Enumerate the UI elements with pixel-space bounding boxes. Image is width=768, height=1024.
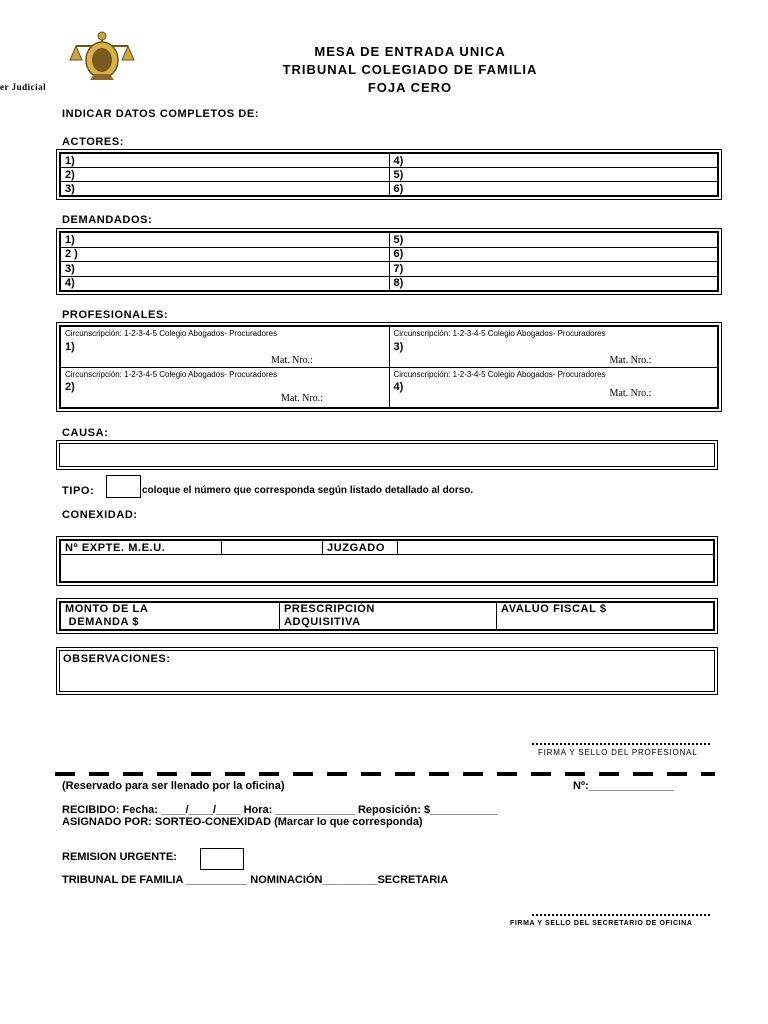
remision-checkbox[interactable] [200, 848, 244, 870]
profesionales-table [56, 322, 722, 412]
causa-field[interactable] [56, 440, 718, 470]
matricula-label: Mat. Nro.: [271, 355, 313, 366]
tipo-input-box[interactable] [106, 475, 141, 498]
instructions-title: INDICAR DATOS COMPLETOS DE: [62, 108, 260, 120]
demandado-field[interactable]: 4) [61, 276, 390, 291]
profesionales-title: PROFESIONALES: [62, 309, 169, 321]
actor-field[interactable]: 2) [61, 168, 390, 182]
recibido-line[interactable]: RECIBIDO: Fecha: ____/____/____ Hora: _____________ Reposición: $___________ [62, 804, 498, 816]
monto-label-1: MONTO DE LA [65, 603, 149, 615]
firma-profesional-label: FIRMA Y SELLO DEL PROFESIONAL [538, 748, 698, 757]
actor-field[interactable]: 4) [389, 154, 718, 168]
demandado-field[interactable]: 7) [389, 262, 718, 277]
avaluo-cell[interactable] [497, 603, 714, 630]
prescripcion-cell[interactable] [280, 603, 497, 630]
profesional-cell[interactable] [389, 368, 718, 408]
demandados-title: DEMANDADOS: [62, 214, 153, 226]
tipo-instruction: coloque el número que corresponda según listado detallado al dorso. [142, 485, 474, 496]
demandado-field[interactable]: 3) [61, 262, 390, 277]
circunscripcion-text: Circunscripción: 1-2-3-4-5 Colegio Abogados- Procuradores [65, 370, 278, 380]
numero-field[interactable]: Nº:______________ [573, 780, 675, 792]
conexidad-detail-field[interactable] [61, 555, 714, 582]
prescripcion-label-1: PRESCRIPCIÓN [284, 603, 375, 615]
tribunal-line[interactable]: TRIBUNAL DE FAMILIA __________ NOMINACIÓN_________SECRETARIA [62, 874, 449, 886]
profesional-cell[interactable] [389, 327, 718, 368]
firma-secretario-line [532, 914, 710, 916]
remision-label: REMISION URGENTE: [62, 851, 177, 863]
reservado-text: (Reservado para ser llenado por la oficina) [62, 780, 285, 792]
profesional-number: 3) [393, 341, 404, 353]
juzgado-field[interactable] [398, 541, 714, 555]
matricula-label: Mat. Nro.: [609, 388, 652, 400]
prescripcion-label-2: ADQUISITIVA [284, 616, 361, 628]
demandados-table [56, 228, 722, 295]
observaciones-title: OBSERVACIONES: [63, 653, 171, 665]
montos-table [56, 598, 718, 634]
firma-secretario-label: FIRMA Y SELLO DEL SECRETARIO DE OFICINA [510, 920, 693, 927]
conexidad-title: CONEXIDAD: [62, 509, 138, 521]
actor-field[interactable]: 1) [61, 154, 390, 168]
demandado-field[interactable]: 2 ) [61, 247, 390, 262]
profesional-number: 2) [65, 381, 75, 394]
demandado-field[interactable]: 1) [61, 233, 390, 248]
avaluo-label: AVALÚO FISCAL $ [501, 603, 607, 615]
demandado-field[interactable]: 5) [389, 233, 718, 248]
header-line-3: FOJA CERO [367, 80, 453, 95]
profesional-number: 1) [65, 341, 75, 353]
conexidad-table [56, 536, 718, 586]
observaciones-field[interactable] [56, 647, 718, 695]
causa-title: CAUSA: [62, 427, 109, 439]
circunscripcion-text: Circunscripción: 1-2-3-4-5 Colegio Abogados- Procuradores [393, 329, 606, 338]
expte-field[interactable] [222, 541, 323, 555]
actores-title: ACTORES: [62, 136, 125, 148]
asignado-line: ASIGNADO POR: SORTEO-CONEXIDAD (Marcar lo que corresponda) [62, 816, 423, 828]
profesional-number: 4) [393, 381, 404, 394]
court-seal-logo [64, 30, 140, 86]
circunscripcion-text: Circunscripción: 1-2-3-4-5 Colegio Abogados- Procuradores [65, 329, 278, 338]
actores-table [56, 149, 722, 200]
logo-caption: er Judicial [0, 82, 47, 92]
actor-field[interactable]: 6) [389, 182, 718, 196]
monto-demanda-cell[interactable] [61, 603, 280, 630]
juzgado-label: JUZGADO [323, 541, 398, 555]
monto-label-2: DEMANDA $ [65, 616, 140, 628]
cut-line-separator [55, 772, 715, 776]
matricula-label: Mat. Nro.: [609, 355, 652, 366]
actor-field[interactable]: 5) [389, 168, 718, 182]
demandado-field[interactable]: 6) [389, 247, 718, 262]
demandado-field[interactable]: 8) [389, 276, 718, 291]
firma-profesional-line [532, 743, 710, 745]
expte-label: Nº EXPTE. M.E.U. [61, 541, 222, 555]
profesional-cell[interactable] [61, 368, 390, 408]
actor-field[interactable]: 3) [61, 182, 390, 196]
circunscripcion-text: Circunscripción: 1-2-3-4-5 Colegio Abogados- Procuradores [393, 370, 606, 380]
profesional-cell[interactable] [61, 327, 390, 368]
matricula-label: Mat. Nro.: [281, 393, 323, 405]
tipo-label: TIPO: [62, 485, 95, 497]
header-line-1: MESA DE ENTRADA UNICA [314, 44, 506, 59]
header-line-2: TRIBUNAL COLEGIADO DE FAMILIA [282, 62, 538, 77]
